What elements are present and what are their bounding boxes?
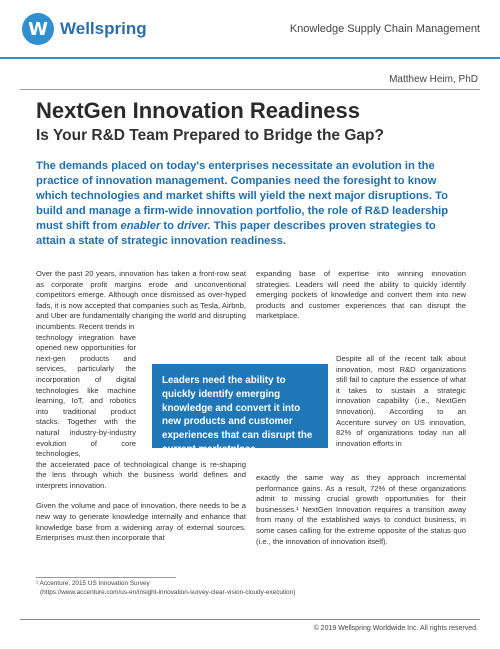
pull-quote-callout bbox=[152, 364, 328, 455]
pull-quote-text: Leaders need the ability to quickly identify emerging knowledge and convert it into new products and customer experiences that can disrupt the current marketplace. bbox=[162, 375, 313, 455]
body-paragraph: Given the volume and pace of innovation, there needs to be a new way to generate knowledge internally and enhance that knowledge base from a widening array of external sources. Enterprises must then incorporate that bbox=[36, 501, 246, 543]
tagline: Knowledge Supply Chain Management bbox=[289, 23, 480, 35]
header-divider bbox=[0, 57, 500, 59]
abstract-emphasis-driver: driver. bbox=[177, 219, 211, 232]
wellspring-w-badge-icon bbox=[22, 13, 54, 45]
page-title: NextGen Innovation Readiness bbox=[36, 98, 360, 123]
footnote-divider bbox=[36, 577, 176, 578]
body-column-right-lower bbox=[256, 473, 466, 557]
copyright-notice: © 2019 Wellspring Worldwide Inc. All rights reserved. bbox=[313, 625, 478, 632]
body-paragraph: exactly the same way as they approach incremental performance gains. As a result, 72% of these organizations admit to missing crucial growth opportunities for their businesses.¹ NextGen Innovation requires a transition away from many of the established ways to conduct business, in some cases calling for the extreme opposite of the status quo (i.e., the innovation of innovation itself). bbox=[256, 473, 466, 546]
body-paragraph: the accelerated pace of technological change is re-shaping the lens through which the business world defines and interprets innovation. bbox=[36, 459, 246, 490]
body-paragraph: Over the past 20 years, innovation has taken a front-row seat as corporate profit margins erode and unconventional competitors emerge. Although once dismissed as over-hyped fads, it is now accepted that companies such as Tesla, Airbnb, and Uber are fundamentally changing the world and disrupting incumbents. Recent trends in bbox=[36, 269, 246, 331]
body-column-right bbox=[256, 269, 466, 332]
logo-letter: W bbox=[28, 18, 48, 40]
body-paragraph: technology integration have opened new opportunities for next-gen products and services, particularly the incorporation of digital technologies like machine learning, IoT, and robotics into traditional product stacks. Together with the natural industry-by-industry evolution of core technologies, bbox=[36, 332, 136, 459]
page-subtitle: Is Your R&D Team Prepared to Bridge the Gap? bbox=[36, 127, 384, 144]
body-paragraph: Despite all of the recent talk about innovation, most R&D organizations still fail to capture the essence of what it takes to sustain a strategic innovation capability (i.e., NextGen Innovation). According to an Accenture survey on US innovation, 82% of organizations today run all innovation efforts in bbox=[336, 354, 466, 448]
body-paragraph: expanding base of expertise into winning innovation strategies. Leaders will need the ability to quickly identify emerging pockets of knowledge and convert them into new products and customer experiences that can disrupt the marketplace. bbox=[256, 269, 466, 321]
author-name: Matthew Heim, PhD bbox=[389, 74, 478, 85]
abstract-emphasis-enabler: enabler bbox=[120, 219, 161, 232]
footnote bbox=[36, 580, 295, 597]
abstract bbox=[36, 159, 466, 248]
wellspring-logo bbox=[22, 13, 147, 45]
footnote-url: (https://www.accenture.com/us-en/insight-innovation-survey-clear-vision-cloudy-execution) bbox=[40, 588, 296, 596]
body-column-right-narrow bbox=[336, 354, 466, 449]
footer-divider bbox=[20, 619, 480, 620]
brand-name: Wellspring bbox=[60, 19, 147, 38]
abstract-tail: This paper describes proven strategies to attain a state of strategic innovation readiness. bbox=[36, 219, 436, 247]
abstract-lead: The demands placed on today's enterprises necessitate an evolution in the practice of innovation management. Companies need the foresight to know which technologies and market shifts will yield the next major disruptions. To build and manage a firm-wide innovation portfolio, the role of R&D leadership must shift from bbox=[36, 160, 449, 232]
author-divider bbox=[20, 89, 480, 90]
footnote-source: ¹ Accenture, 2015 US Innovation Survey bbox=[36, 580, 150, 587]
abstract-mid: to bbox=[160, 219, 178, 232]
page-header bbox=[0, 0, 500, 62]
